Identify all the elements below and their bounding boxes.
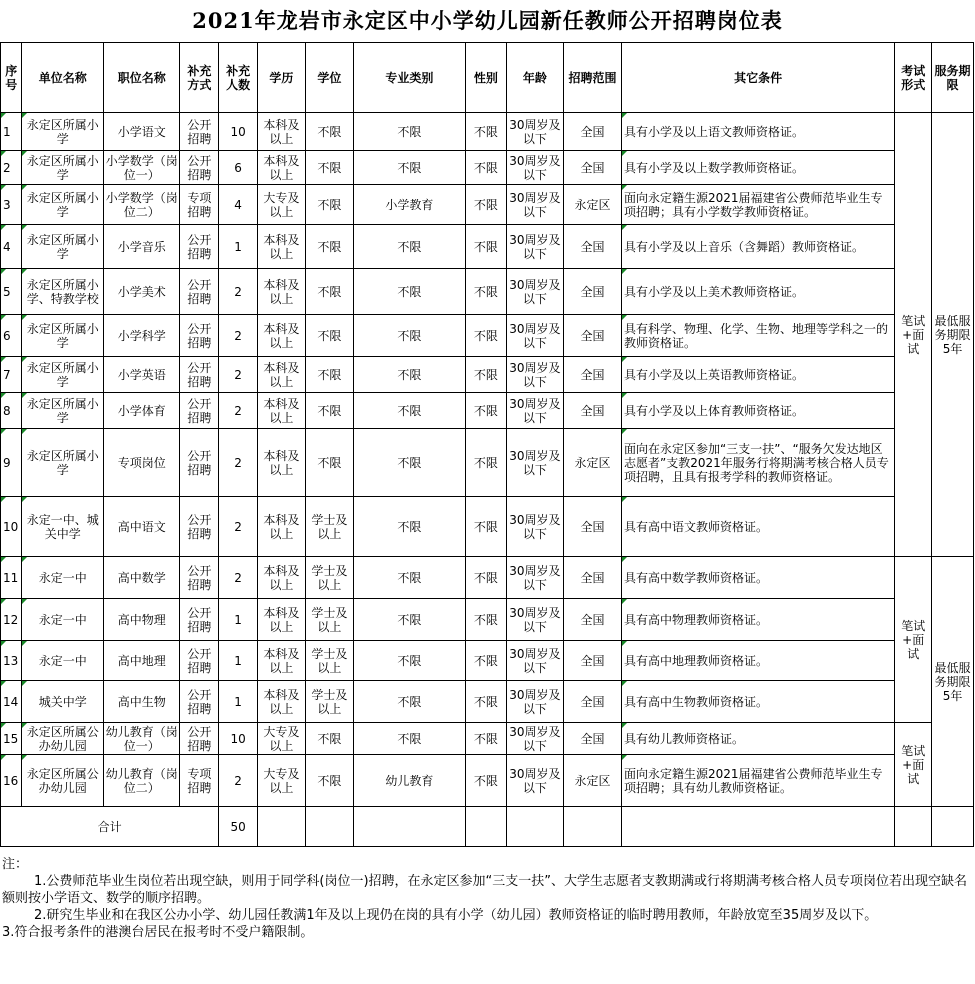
total-label: 合计 — [1, 807, 219, 847]
cell-age: 30周岁及以下 — [506, 393, 563, 429]
cell-degree: 不限 — [305, 269, 353, 315]
cell-count: 1 — [219, 599, 258, 641]
header-idx: 序号 — [1, 43, 22, 113]
cell-idx: 14 — [1, 681, 22, 723]
cell-major: 不限 — [353, 269, 465, 315]
total-empty-cell — [622, 807, 895, 847]
cell-unit: 永定区所属小学 — [22, 113, 104, 151]
cell-count: 2 — [219, 393, 258, 429]
cell-gender: 不限 — [466, 113, 507, 151]
cell-degree: 不限 — [305, 225, 353, 269]
cell-gender: 不限 — [466, 681, 507, 723]
cell-position: 小学体育 — [103, 393, 179, 429]
total-empty-cell — [305, 807, 353, 847]
cell-idx: 3 — [1, 185, 22, 225]
cell-other: 具有小学及以上体育教师资格证。 — [622, 393, 895, 429]
cell-unit: 永定一中 — [22, 557, 104, 599]
cell-other: 面向永定籍生源2021届福建省公费师范毕业生专项招聘；具有小学数学教师资格证。 — [622, 185, 895, 225]
cell-position: 高中物理 — [103, 599, 179, 641]
notes-heading: 注： — [2, 857, 29, 872]
exam-method-group-c: 笔试+面试 — [895, 723, 932, 807]
cell-education: 本科及以上 — [257, 357, 305, 393]
cell-position: 高中数学 — [103, 557, 179, 599]
header-unit: 单位名称 — [22, 43, 104, 113]
table-row — [1, 557, 974, 599]
cell-count: 2 — [219, 429, 258, 497]
cell-position: 小学数学（岗位一） — [103, 151, 179, 185]
cell-position: 小学数学（岗位二） — [103, 185, 179, 225]
table-row — [1, 315, 974, 357]
cell-major: 不限 — [353, 151, 465, 185]
cell-idx: 11 — [1, 557, 22, 599]
cell-other: 具有高中语文教师资格证。 — [622, 497, 895, 557]
cell-other: 具有小学及以上美术教师资格证。 — [622, 269, 895, 315]
cell-method: 公开招聘 — [180, 641, 219, 681]
cell-count: 2 — [219, 269, 258, 315]
cell-other: 面向永定籍生源2021届福建省公费师范毕业生专项招聘；具有幼儿教师资格证。 — [622, 755, 895, 807]
cell-education: 本科及以上 — [257, 641, 305, 681]
cell-idx: 13 — [1, 641, 22, 681]
cell-age: 30周岁及以下 — [506, 269, 563, 315]
cell-count: 2 — [219, 755, 258, 807]
cell-count: 1 — [219, 225, 258, 269]
cell-position: 高中地理 — [103, 641, 179, 681]
header-scope: 招聘范围 — [563, 43, 621, 113]
cell-scope: 全国 — [563, 723, 621, 755]
total-count: 50 — [219, 807, 258, 847]
cell-major: 不限 — [353, 557, 465, 599]
cell-scope: 全国 — [563, 315, 621, 357]
cell-age: 30周岁及以下 — [506, 497, 563, 557]
cell-scope: 全国 — [563, 113, 621, 151]
cell-method: 公开招聘 — [180, 225, 219, 269]
recruitment-table — [0, 42, 974, 847]
cell-education: 本科及以上 — [257, 599, 305, 641]
cell-count: 2 — [219, 357, 258, 393]
cell-education: 本科及以上 — [257, 113, 305, 151]
table-row — [1, 113, 974, 151]
header-gender: 性别 — [466, 43, 507, 113]
cell-major: 不限 — [353, 681, 465, 723]
total-empty-cell — [895, 807, 932, 847]
cell-idx: 5 — [1, 269, 22, 315]
cell-method: 公开招聘 — [180, 723, 219, 755]
header-method: 补充方式 — [180, 43, 219, 113]
cell-unit: 永定区所属公办幼儿园 — [22, 755, 104, 807]
cell-degree: 不限 — [305, 113, 353, 151]
cell-degree: 学士及以上 — [305, 641, 353, 681]
cell-count: 4 — [219, 185, 258, 225]
cell-position: 小学科学 — [103, 315, 179, 357]
cell-education: 本科及以上 — [257, 393, 305, 429]
cell-degree: 不限 — [305, 151, 353, 185]
cell-method: 公开招聘 — [180, 557, 219, 599]
cell-idx: 8 — [1, 393, 22, 429]
cell-age: 30周岁及以下 — [506, 225, 563, 269]
table-row — [1, 151, 974, 185]
cell-count: 10 — [219, 723, 258, 755]
cell-gender: 不限 — [466, 225, 507, 269]
cell-count: 2 — [219, 497, 258, 557]
table-row — [1, 429, 974, 497]
cell-age: 30周岁及以下 — [506, 429, 563, 497]
cell-education: 本科及以上 — [257, 681, 305, 723]
cell-age: 30周岁及以下 — [506, 315, 563, 357]
cell-scope: 永定区 — [563, 185, 621, 225]
cell-scope: 全国 — [563, 681, 621, 723]
cell-degree: 学士及以上 — [305, 599, 353, 641]
cell-unit: 永定区所属小学 — [22, 315, 104, 357]
cell-position: 小学音乐 — [103, 225, 179, 269]
cell-age: 30周岁及以下 — [506, 557, 563, 599]
cell-scope: 全国 — [563, 357, 621, 393]
cell-position: 专项岗位 — [103, 429, 179, 497]
cell-idx: 6 — [1, 315, 22, 357]
cell-gender: 不限 — [466, 315, 507, 357]
total-empty-cell — [257, 807, 305, 847]
cell-degree: 不限 — [305, 185, 353, 225]
total-empty-cell — [563, 807, 621, 847]
cell-age: 30周岁及以下 — [506, 357, 563, 393]
total-row — [1, 807, 974, 847]
table-row — [1, 497, 974, 557]
cell-education: 本科及以上 — [257, 269, 305, 315]
cell-age: 30周岁及以下 — [506, 681, 563, 723]
exam-method-group-a: 笔试+面试 — [895, 113, 932, 557]
cell-unit: 永定区所属小学 — [22, 225, 104, 269]
cell-age: 30周岁及以下 — [506, 641, 563, 681]
cell-major: 不限 — [353, 599, 465, 641]
exam-method-group-b: 笔试+面试 — [895, 557, 932, 723]
cell-count: 10 — [219, 113, 258, 151]
cell-degree: 不限 — [305, 393, 353, 429]
cell-count: 1 — [219, 681, 258, 723]
table-row — [1, 599, 974, 641]
cell-method: 公开招聘 — [180, 151, 219, 185]
cell-scope: 全国 — [563, 269, 621, 315]
cell-age: 30周岁及以下 — [506, 599, 563, 641]
cell-major: 不限 — [353, 357, 465, 393]
cell-idx: 4 — [1, 225, 22, 269]
cell-count: 2 — [219, 557, 258, 599]
cell-position: 幼儿教育（岗位一） — [103, 723, 179, 755]
cell-education: 本科及以上 — [257, 429, 305, 497]
header-service: 服务期限 — [932, 43, 974, 113]
cell-method: 公开招聘 — [180, 429, 219, 497]
cell-major: 不限 — [353, 225, 465, 269]
cell-count: 2 — [219, 315, 258, 357]
cell-gender: 不限 — [466, 723, 507, 755]
header-exam: 考试形式 — [895, 43, 932, 113]
cell-other: 具有科学、物理、化学、生物、地理等学科之一的教师资格证。 — [622, 315, 895, 357]
table-row — [1, 681, 974, 723]
cell-major: 不限 — [353, 315, 465, 357]
cell-other: 具有幼儿教师资格证。 — [622, 723, 895, 755]
cell-gender: 不限 — [466, 429, 507, 497]
cell-idx: 16 — [1, 755, 22, 807]
header-row — [1, 43, 974, 113]
cell-unit: 永定区所属小学 — [22, 393, 104, 429]
cell-degree: 不限 — [305, 315, 353, 357]
cell-position: 小学英语 — [103, 357, 179, 393]
cell-education: 本科及以上 — [257, 557, 305, 599]
cell-unit: 永定一中、城关中学 — [22, 497, 104, 557]
cell-unit: 永定区所属小学 — [22, 185, 104, 225]
cell-degree: 不限 — [305, 357, 353, 393]
total-empty-cell — [932, 807, 974, 847]
cell-idx: 2 — [1, 151, 22, 185]
cell-gender: 不限 — [466, 357, 507, 393]
cell-other: 具有小学及以上语文教师资格证。 — [622, 113, 895, 151]
cell-unit: 永定区所属小学 — [22, 357, 104, 393]
cell-idx: 9 — [1, 429, 22, 497]
cell-method: 公开招聘 — [180, 357, 219, 393]
cell-count: 1 — [219, 641, 258, 681]
cell-age: 30周岁及以下 — [506, 151, 563, 185]
cell-education: 本科及以上 — [257, 497, 305, 557]
cell-scope: 全国 — [563, 599, 621, 641]
cell-position: 小学语文 — [103, 113, 179, 151]
cell-degree: 不限 — [305, 723, 353, 755]
cell-gender: 不限 — [466, 497, 507, 557]
page-title: 2021年龙岩市永定区中小学幼儿园新任教师公开招聘岗位表 — [192, 8, 783, 33]
cell-major: 不限 — [353, 429, 465, 497]
cell-idx: 12 — [1, 599, 22, 641]
header-education: 学历 — [257, 43, 305, 113]
header-age: 年龄 — [506, 43, 563, 113]
notes-section — [2, 856, 972, 941]
cell-education: 大专及以上 — [257, 723, 305, 755]
total-empty-cell — [353, 807, 465, 847]
cell-scope: 全国 — [563, 557, 621, 599]
cell-degree: 不限 — [305, 429, 353, 497]
header-position: 职位名称 — [103, 43, 179, 113]
cell-education: 本科及以上 — [257, 225, 305, 269]
cell-count: 6 — [219, 151, 258, 185]
cell-unit: 城关中学 — [22, 681, 104, 723]
cell-gender: 不限 — [466, 755, 507, 807]
cell-education: 大专及以上 — [257, 185, 305, 225]
cell-position: 高中语文 — [103, 497, 179, 557]
cell-method: 公开招聘 — [180, 393, 219, 429]
cell-gender: 不限 — [466, 557, 507, 599]
cell-scope: 全国 — [563, 497, 621, 557]
cell-gender: 不限 — [466, 641, 507, 681]
cell-scope: 永定区 — [563, 755, 621, 807]
cell-major: 小学教育 — [353, 185, 465, 225]
cell-education: 大专及以上 — [257, 755, 305, 807]
table-row — [1, 393, 974, 429]
cell-degree: 学士及以上 — [305, 681, 353, 723]
cell-other: 具有高中地理教师资格证。 — [622, 641, 895, 681]
cell-scope: 全国 — [563, 393, 621, 429]
header-count: 补充人数 — [219, 43, 258, 113]
cell-major: 不限 — [353, 641, 465, 681]
cell-unit: 永定区所属小学、特教学校 — [22, 269, 104, 315]
cell-gender: 不限 — [466, 599, 507, 641]
header-degree: 学位 — [305, 43, 353, 113]
total-empty-cell — [506, 807, 563, 847]
cell-position: 幼儿教育（岗位二） — [103, 755, 179, 807]
cell-gender: 不限 — [466, 151, 507, 185]
table-row — [1, 225, 974, 269]
table-row — [1, 357, 974, 393]
cell-other: 具有高中物理教师资格证。 — [622, 599, 895, 641]
cell-position: 小学美术 — [103, 269, 179, 315]
table-row — [1, 641, 974, 681]
cell-scope: 全国 — [563, 225, 621, 269]
service-term-group-b: 最低服务期限5年 — [932, 557, 974, 807]
service-term-group-a: 最低服务期限5年 — [932, 113, 974, 557]
cell-method: 专项招聘 — [180, 755, 219, 807]
cell-other: 具有高中数学教师资格证。 — [622, 557, 895, 599]
cell-major: 不限 — [353, 723, 465, 755]
cell-other: 具有小学及以上英语教师资格证。 — [622, 357, 895, 393]
table-row — [1, 185, 974, 225]
cell-gender: 不限 — [466, 269, 507, 315]
table-row — [1, 269, 974, 315]
table-row — [1, 723, 974, 755]
cell-other: 具有高中生物教师资格证。 — [622, 681, 895, 723]
cell-method: 公开招聘 — [180, 681, 219, 723]
cell-scope: 全国 — [563, 641, 621, 681]
cell-scope: 全国 — [563, 151, 621, 185]
cell-unit: 永定一中 — [22, 641, 104, 681]
cell-method: 专项招聘 — [180, 185, 219, 225]
cell-major: 幼儿教育 — [353, 755, 465, 807]
header-major: 专业类别 — [353, 43, 465, 113]
cell-method: 公开招聘 — [180, 269, 219, 315]
cell-idx: 10 — [1, 497, 22, 557]
cell-major: 不限 — [353, 497, 465, 557]
cell-unit: 永定区所属小学 — [22, 151, 104, 185]
cell-major: 不限 — [353, 113, 465, 151]
cell-idx: 15 — [1, 723, 22, 755]
cell-method: 公开招聘 — [180, 599, 219, 641]
cell-education: 本科及以上 — [257, 315, 305, 357]
cell-major: 不限 — [353, 393, 465, 429]
note-item: 2.研究生毕业和在我区公办小学、幼儿园任教满1年及以上现仍在岗的具有小学（幼儿园）教师资格证的临时聘用教师，年龄放宽至35周岁及以下。 — [34, 908, 878, 923]
cell-age: 30周岁及以下 — [506, 113, 563, 151]
cell-education: 本科及以上 — [257, 151, 305, 185]
cell-method: 公开招聘 — [180, 497, 219, 557]
cell-position: 高中生物 — [103, 681, 179, 723]
cell-other: 具有小学及以上数学教师资格证。 — [622, 151, 895, 185]
total-empty-cell — [466, 807, 507, 847]
cell-age: 30周岁及以下 — [506, 755, 563, 807]
note-item: 1.公费师范毕业生岗位若出现空缺，则用于同学科(岗位一)招聘，在永定区参加“三支一扶”、大学生志愿者支教期满或行将期满考核合格人员专项岗位若出现空缺名额则按小学语文、数学的顺序招聘。 — [2, 874, 968, 906]
cell-gender: 不限 — [466, 393, 507, 429]
cell-gender: 不限 — [466, 185, 507, 225]
cell-method: 公开招聘 — [180, 315, 219, 357]
cell-unit: 永定区所属公办幼儿园 — [22, 723, 104, 755]
cell-other: 具有小学及以上音乐（含舞蹈）教师资格证。 — [622, 225, 895, 269]
cell-degree: 学士及以上 — [305, 497, 353, 557]
cell-idx: 7 — [1, 357, 22, 393]
cell-other: 面向在永定区参加“三支一扶”、“服务欠发达地区志愿者”支教2021年服务行将期满考核合格人员专项招聘，且具有报考学科的教师资格证。 — [622, 429, 895, 497]
cell-scope: 永定区 — [563, 429, 621, 497]
cell-age: 30周岁及以下 — [506, 723, 563, 755]
cell-age: 30周岁及以下 — [506, 185, 563, 225]
cell-idx: 1 — [1, 113, 22, 151]
cell-degree: 学士及以上 — [305, 557, 353, 599]
table-body — [1, 113, 974, 847]
table-row — [1, 755, 974, 807]
cell-degree: 不限 — [305, 755, 353, 807]
header-other: 其它条件 — [622, 43, 895, 113]
cell-unit: 永定一中 — [22, 599, 104, 641]
note-item: 3.符合报考条件的港澳台居民在报考时不受户籍限制。 — [2, 925, 314, 940]
cell-method: 公开招聘 — [180, 113, 219, 151]
cell-unit: 永定区所属小学 — [22, 429, 104, 497]
